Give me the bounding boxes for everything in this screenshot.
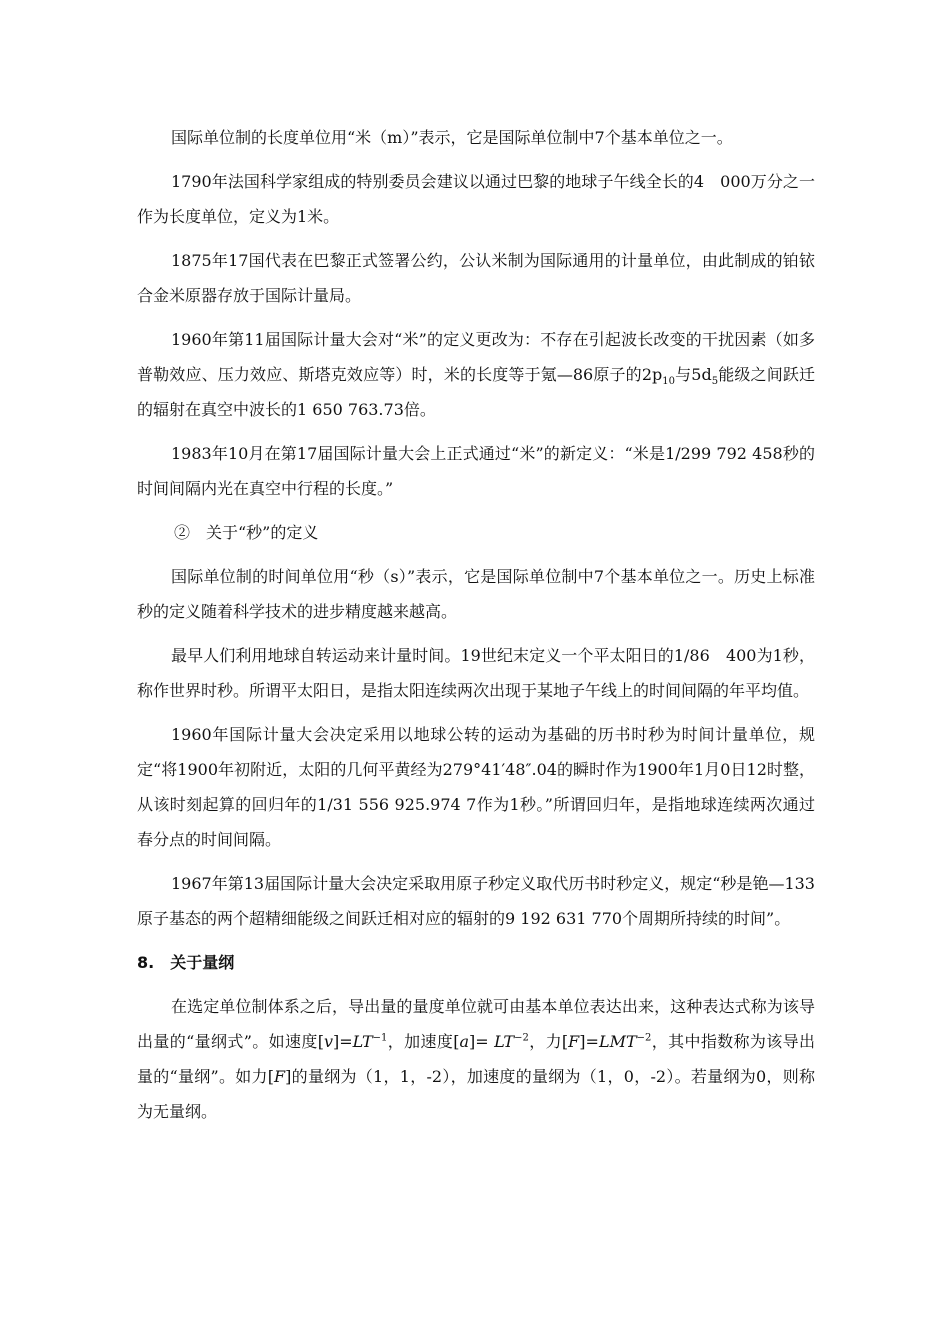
text-run: ]= [579,1032,599,1051]
paragraph-1960-second: 1960年国际计量大会决定采用以地球公转的运动为基础的历书时秒为时间计量单位，规定“将1900年初附近，太阳的几何平黄经为279°41′48″.04的瞬时作为1900年1月0日12时整，从该时刻起算的回归年的1/31 556 925.974 7作为1秒。”所谓回归年，是指地球连续两次通过春分点的时间间隔。 [137,725,815,849]
paragraph-meter-unit: 国际单位制的长度单位用“米（m）”表示，它是国际单位制中7个基本单位之一。 [171,128,733,147]
symbol-lmt: LMT [598,1032,637,1051]
symbol-f: F [274,1067,286,1086]
text-run: 能级之间跃迁的辐射在真空中波长的1 650 763.73倍。 [137,365,815,419]
superscript: −1 [372,1032,388,1044]
text-run: ，其中指数称为该导出量的“量纲”。如力[ [137,1032,815,1086]
text-run: ]的量纲为（1，1，-2），加速度的量纲为（1，0，-2）。若量纲为0，则称为无量纲。 [137,1067,815,1121]
paragraph-1967: 1967年第13届国际计量大会决定采取用原子秒定义取代历书时秒定义，规定“秒是铯—133原子基态的两个超精细能级之间跃迁相对应的辐射的9 192 631 770个周期所持续的时间”。 [137,874,815,928]
text-run: 1960年第11届国际计量大会对“米”的定义更改为：不存在引起波长改变的干扰因素（如多普勒效应、压力效应、斯塔克效应等）时，米的长度等于氪—86原子的2p [137,330,815,384]
paragraph-1790: 1790年法国科学家组成的特别委员会建议以通过巴黎的地球子午线全长的4 000万分之一作为长度单位，定义为1米。 [137,172,815,226]
superscript: −2 [514,1032,529,1044]
paragraph-second-unit: 国际单位制的时间单位用“秒（s）”表示，它是国际单位制中7个基本单位之一。历史上标准秒的定义随着科学技术的进步精度越来越高。 [137,567,815,621]
text-run: 与5d [674,365,712,384]
document-body [137,120,815,1129]
paragraph-1960-meter [137,322,815,427]
section-heading-dimension: 8. 关于量纲 [137,953,235,972]
superscript: −2 [636,1032,652,1044]
text-run: ]= [332,1032,353,1051]
paragraph-earth-rotation: 最早人们利用地球自转运动来计量时间。19世纪末定义一个平太阳日的1/86 400为1秒，称作世界时秒。所谓平太阳日，是指太阳连续两次出现于某地子午线上的时间间隔的年平均值。 [137,646,815,700]
paragraph-1875: 1875年17国代表在巴黎正式签署公约，公认米制为国际通用的计量单位，由此制成的铂铱合金米原器存放于国际计量局。 [137,251,815,305]
paragraph-1983: 1983年10月在第17届国际计量大会上正式通过“米”的新定义：“米是1/299 792 458秒的时间间隔内光在真空中行程的长度。” [137,444,815,498]
subscript: 5 [711,376,719,388]
symbol-f: F [568,1032,580,1051]
symbol-lt: LT [352,1032,373,1051]
symbol-a: a [459,1032,469,1051]
text-run: ，加速度[ [387,1032,460,1051]
list-item-second-definition: ② 关于“秒”的定义 [174,523,319,542]
symbol-lt: LT [494,1032,515,1051]
text-run: ，力[ [528,1032,569,1051]
text-run: ]= [468,1032,495,1051]
paragraph-dimension [137,989,815,1129]
symbol-v: v [323,1032,333,1051]
subscript: 10 [662,376,675,388]
text-run: 在选定单位制体系之后，导出量的量度单位就可由基本单位表达出来，这种表达式称为该导出量的“量纲式”。如速度[ [137,997,815,1051]
